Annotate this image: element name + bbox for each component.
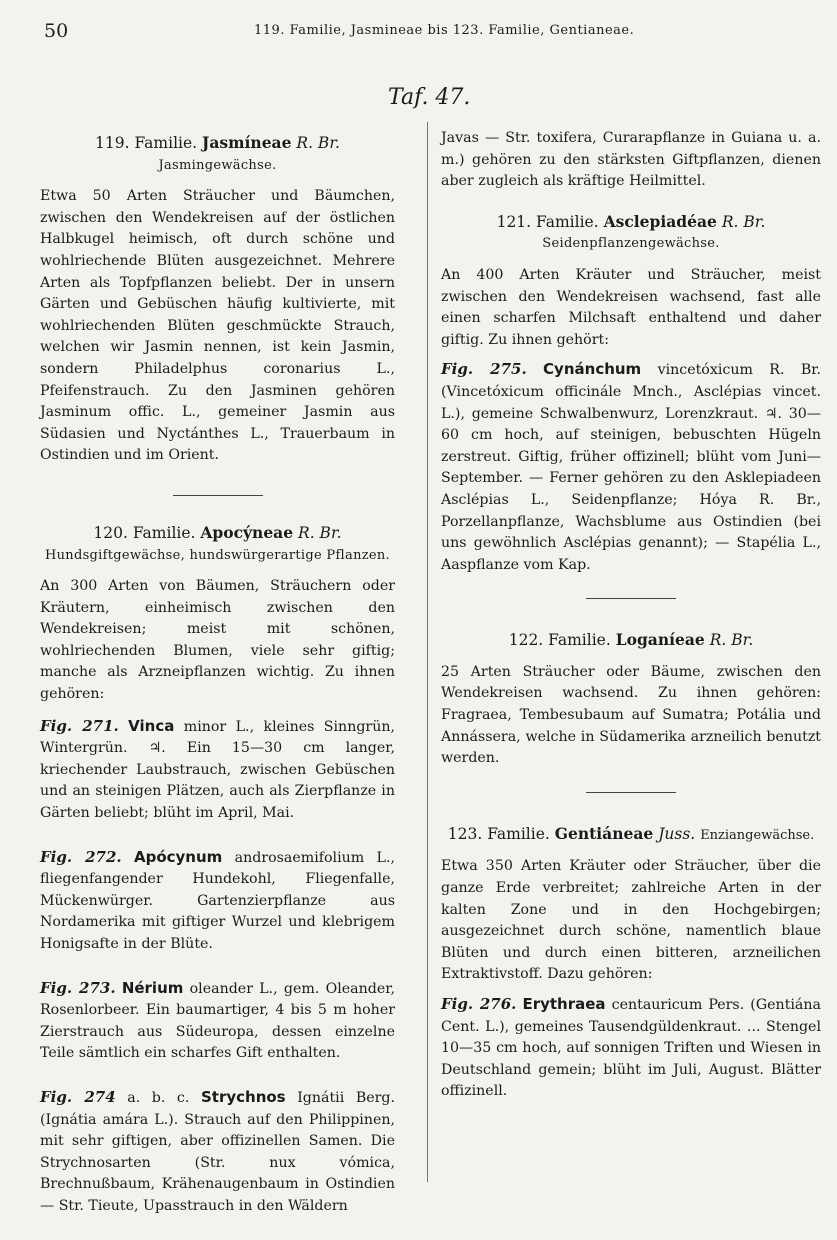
- family-122-heading: [441, 629, 821, 652]
- continuation-text: Javas — Str. toxifera, Curarapflanze in Guiana u. a. m.) gehören zu den stärksten Giftpflanzen, dienen aber zugleich als kräftige Heilmittel.: [441, 130, 821, 190]
- figure-label: Fig. 273.: [40, 978, 116, 997]
- genus-name: Nérium: [121, 978, 184, 997]
- family-number: 121. Familie.: [496, 212, 599, 231]
- family-latin-name: Apocýneae: [200, 522, 294, 542]
- family-120-heading: [40, 522, 395, 545]
- family-number: 119. Familie.: [95, 134, 198, 152]
- family-119-description: Etwa 50 Arten Sträucher und Bäumchen, zwischen den Wendekreisen auf der östlichen Halbkugel heimisch, oft durch schöne und wohlriechende Blüten ausgezeichnet. Mehrere Arten als Topfpflanzen beliebt. Der in unsern Gärten und Gebüschen häufig kultivierte, mit wohlriechenden Blüten geschmückte Strauch, welchen wir Jasmin nennen, ist kein Jasmin, sondern Philadelphus coronarius L., Pfeifenstrauch. Zu den Jasminen gehören Jasminum offic. L., gemeiner Jasmin aus Südasien und Nyctánthes L., Trauerbaum in Ostindien und im Orient.: [40, 188, 395, 464]
- family-latin-name: Gentiáneae: [554, 823, 654, 843]
- genus-name: Strychnos: [200, 1087, 286, 1106]
- family-123-description: Etwa 350 Arten Kräuter oder Sträucher, über die ganze Erde verbreitet; zahlreiche Arten in der kalten Zone und in den Hochgebirgen; ausgezeichnet durch schöne, namentlich blaue Blüten und durch einen bitteren, arzneilichen Extraktivstoff. Dazu gehören:: [441, 858, 821, 983]
- figure-suffix: a. b. c.: [127, 1089, 190, 1106]
- figure-label: Fig. 275.: [441, 360, 527, 379]
- right-column: [441, 128, 821, 1125]
- family-119-heading: [40, 132, 395, 155]
- family-120-description: An 300 Arten von Bäumen, Sträuchern oder Kräutern, einheimisch zwischen den Wendekreisen; meist mit schönen, wohlriechenden Blumen, viele sehr giftig; manche als Arzneipflanzen wichtig. Zu ihnen gehören:: [40, 578, 395, 703]
- figure-271-entry: [40, 716, 395, 825]
- family-119-german-name: Jasmingewächse.: [158, 157, 277, 173]
- figure-275-entry: [441, 359, 821, 576]
- figure-text: vincetóxicum R. Br. (Vincetóxicum officinále Mnch., Asclépias vincet. L.), gemeine Schwalbenwurz, Lorenzkraut. ♃. 30—60 cm hoch, auf steinigen, bebuschten Hügeln zerstreut. Giftig, früher offizinell; blüht vom Juni—September. — Ferner gehören zu den Asklepiadeen Asclépias L., Seidenpflanze; Hóya R. Br., Porzellanpflanze, Wachsblume aus Ostindien (bei uns gewöhnlich Asclépias genannt); — Stapélia L., Aaspflanze vom Kap.: [441, 362, 821, 573]
- family-number: 123. Familie.: [447, 824, 550, 843]
- family-author: R. Br.: [709, 631, 754, 650]
- genus-name: Apócynum: [133, 847, 223, 866]
- column-divider: [427, 122, 428, 1182]
- figure-label: Fig. 274: [40, 1087, 116, 1106]
- family-123-german-name: Enziangewächse.: [700, 827, 815, 843]
- section-separator: [173, 495, 263, 496]
- family-122-description: 25 Arten Sträucher oder Bäume, zwischen den Wendekreisen wachsend. Zu ihnen gehören: Fragraea, Tembesubaum auf Sumatra; Potália und Annássera, welche in Südamerika arzneilich benutzt werden.: [441, 663, 821, 767]
- figure-273-entry: [40, 978, 395, 1065]
- page-number: 50: [44, 20, 69, 42]
- family-author: R. Br.: [721, 212, 766, 231]
- family-latin-name: Jasmíneae: [202, 133, 292, 152]
- figure-272-entry: [40, 847, 395, 956]
- family-author: Juss.: [658, 824, 696, 843]
- figure-text: androsaemifolium L., fliegenfangender Hundekohl, Fliegenfalle, Mückenwürger. Gartenzierpflanze aus Nordamerika mit giftiger Wurzel und klebrigem Honigsafte in der Blüte.: [40, 849, 395, 952]
- family-120-german-name: Hundsgiftgewächse, hundswürgerartige Pflanzen.: [44, 547, 390, 563]
- family-121-description: An 400 Arten Kräuter und Sträucher, meist zwischen den Wendekreisen wachsend, fast alle einen scharfen Milchsaft enthaltend und daher giftig. Zu ihnen gehört:: [441, 266, 821, 348]
- figure-label: Fig. 272.: [40, 847, 122, 866]
- figure-text: Ignátii Berg. (Ignátia amára L.). Strauch auf den Philippinen, mit sehr giftigen, aber offizinellen Samen. Die Strychnosarten (Str. nux vómica, Brechnußbaum, Krähenaugenbaum in Ostindien — Str. Tieute, Upasstrauch in den Wäldern: [40, 1089, 396, 1214]
- section-separator: [586, 792, 676, 793]
- family-latin-name: Asclepiadéae: [603, 211, 717, 231]
- figure-text: centauricum Pers. (Gentiána Cent. L.), gemeines Tausendgüldenkraut. ... Stengel 10—35 cm hoch, auf sonnigen Triften und Wiesen in Deutschland gemein; blüht im Juli, August. Blätter offizinell.: [441, 997, 821, 1100]
- family-123-heading: [441, 823, 821, 847]
- family-latin-name: Loganíeae: [615, 630, 705, 650]
- family-121-german-name: Seidenpflanzengewächse.: [542, 236, 720, 252]
- genus-name: Vinca: [128, 716, 175, 735]
- genus-name: Erythraea: [522, 995, 606, 1013]
- figure-text: minor L., kleines Sinngrün, Wintergrün. ♃. Ein 15—30 cm langer, kriechender Laubstrauch, zwischen Gebüschen und an steinigen Plätzen, auch als Zierpflanze in Gärten beliebt; blüht im April, Mai.: [40, 718, 395, 822]
- page-header: [44, 20, 813, 46]
- family-author: R. Br.: [296, 134, 340, 152]
- figure-label: Fig. 276.: [441, 995, 517, 1013]
- section-separator: [586, 598, 676, 599]
- family-author: R. Br.: [298, 523, 342, 542]
- figure-276-entry: [441, 994, 821, 1103]
- figure-274-entry: [40, 1087, 395, 1218]
- family-121-heading: [441, 211, 821, 234]
- family-number: 122. Familie.: [508, 631, 611, 650]
- figure-text: oleander L., gem. Oleander, Rosenlorbeer. Ein baumartiger, 4 bis 5 m hoher Zierstrauch aus Südeuropa, dessen einzelne Teile sämtlich ein scharfes Gift enthalten.: [40, 980, 395, 1062]
- genus-name: Cynánchum: [543, 360, 642, 379]
- plate-label: Taf. 47.: [388, 85, 471, 110]
- running-title: 119. Familie, Jasmineae bis 123. Familie, Gentianeae.: [254, 23, 635, 38]
- family-number: 120. Familie.: [93, 523, 196, 542]
- left-column: [40, 128, 395, 1240]
- figure-label: Fig. 271.: [40, 716, 119, 735]
